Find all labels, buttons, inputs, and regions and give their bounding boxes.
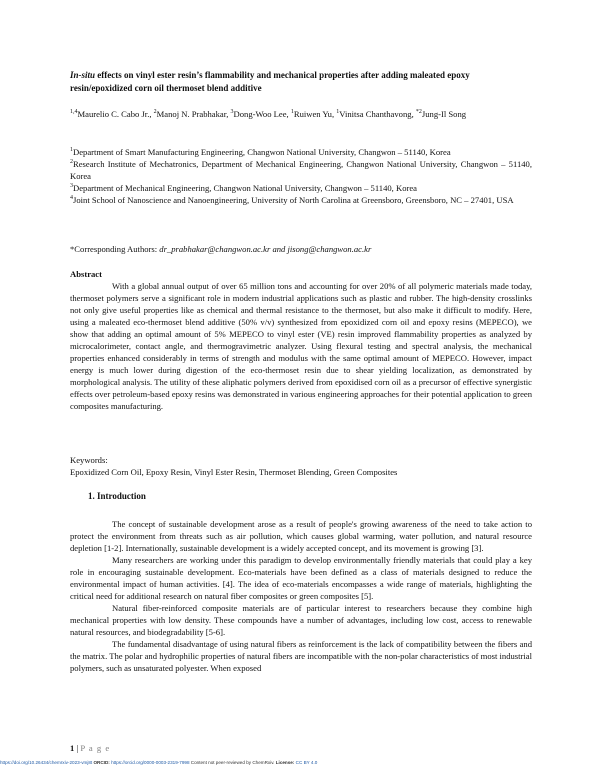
chemrxiv-footer (0, 760, 600, 765)
orcid-label: ORCID: (93, 760, 110, 765)
author: $^3$Dong-Woo Lee, (230, 109, 291, 119)
affiliations (70, 146, 532, 206)
paragraph: Many researchers are working under this paradigm to develop environmentally friendly materials that could play a key role in encouraging sustainable development. Eco-materials have been defined as a class of materials designed to reduce the environmental impact of human activities. [4]. The idea of eco-materials encompasses a wide range of materials, highlighting the critical need for additional research on natural fiber composites or green composites [5]. (70, 555, 532, 601)
introduction-body (70, 518, 532, 674)
author: $^{*2}$Jung-Il Song (415, 109, 467, 119)
affiliation: $^2$Research Institute of Mechatronics, Department of Mechanical Engineering, Changwon National University, Changwon – 51140, Korea (70, 159, 532, 181)
title-rest: effects on vinyl ester resin’s flammability and mechanical properties after adding maleated epoxy resin/epoxidized corn oil thermoset blend additive (70, 70, 470, 93)
orcid-link[interactable]: https://orcid.org/0000-0003-2319-7998 (111, 760, 190, 765)
license-link[interactable]: CC BY 4.0 (295, 760, 318, 765)
peer-review-notice: Content not peer-reviewed by ChemRxiv. (190, 760, 275, 765)
page-number: 1 | P a g e (70, 743, 111, 753)
paragraph: The concept of sustainable development arose as a result of people's growing awareness of the need to take action to protect the environment from threats such as air pollution, which causes global warming, water pollution, and natural resource depletion [1-2]. Internationally, sustainable development is a widely accepted concept, and its movement is growing [3]. (70, 519, 532, 553)
title-italic: In-situ (70, 70, 96, 80)
doi-link[interactable]: https://doi.org/10.26434/chemrxiv-2023-vmj8t (0, 760, 93, 765)
abstract-text: With a global annual output of over 65 million tons and accounting for over 20% of all polymeric materials made today, thermoset polymers serve a significant role in modern industrial applications such as plastic and rubber. The high-density crosslinks not only give useful properties like as chemical and thermal resistance to the thermoset, but also make it difficult to modify. Here, using a maleated eco-thermoset blend additive (50% v/v) synthesized from epoxidized corn oil and epoxy resins (MEPECO), we show that adding an optimal amount of 5% MEPECO to vinyl ester (VE) resin improved flammability properties as analyzed by microcalorimeter, contact angle, and thermogravimetric analyzer. Using flexural testing and spectral analysis, the mechanical properties enhanced considerably in terms of strength and modulus with the same optimal amount of MEPECO. However, impact energy is much lower during digestion of the eco-thermoset resin due to shear yielding localization, as demonstrated by morphological analysis. The utility of these aliphatic polymers derived from epoxidised corn oil as a precursor of effective synergistic effects over petroleum-based epoxy resins was demonstrated in various engineering approaches for their potential application to green composites manufacturing. (70, 281, 532, 411)
introduction-heading: 1. Introduction (88, 491, 146, 501)
paper-title (70, 69, 532, 94)
license-label: License: (275, 760, 295, 765)
abstract-heading: Abstract (70, 269, 102, 279)
author: $^{1,4}$Maurelio C. Cabo Jr., (70, 109, 154, 119)
author-list (70, 108, 532, 120)
corresponding-authors: *Corresponding Authors: dr_prabhakar@changwon.ac.kr and jisong@changwon.ac.kr (70, 244, 372, 254)
affiliation: $^3$Department of Mechanical Engineering, Changwon National University, Changwon – 51140, Korea (70, 183, 417, 193)
paragraph: The fundamental disadvantage of using natural fibers as reinforcement is the lack of compatibility between the fibers and the matrix. The polar and hydrophilic properties of natural fibers are incompatible with the non-polar characteristics of most industrial polymers, such as unsaturated polyester. When exposed (70, 639, 532, 673)
affiliation: $^1$Department of Smart Manufacturing Engineering, Changwon National University, Changwon – 51140, Korea (70, 147, 451, 157)
author: $^1$Ruiwen Yu, (290, 109, 337, 119)
keywords-text: Epoxidized Corn Oil, Epoxy Resin, Vinyl Ester Resin, Thermoset Blending, Green Composites (70, 467, 398, 477)
author: $^1$Vinitsa Chanthavong, (336, 109, 416, 119)
paragraph: Natural fiber-reinforced composite materials are of particular interest to researchers because they combine high mechanical properties with low density. These compounds have a number of advantages, including low cost, access to renewable natural resources, and biodegradability [5-6]. (70, 603, 532, 637)
corresponding-emails[interactable]: dr_prabhakar@changwon.ac.kr and jisong@changwon.ac.kr (159, 244, 372, 254)
keywords-heading: Keywords: (70, 455, 108, 465)
author: $^2$Manoj N. Prabhakar, (153, 109, 231, 119)
affiliation: $^4$Joint School of Nanoscience and Nanoengineering, University of North Carolina at Greensboro, Greensboro, NC – 27401, USA (70, 195, 514, 205)
